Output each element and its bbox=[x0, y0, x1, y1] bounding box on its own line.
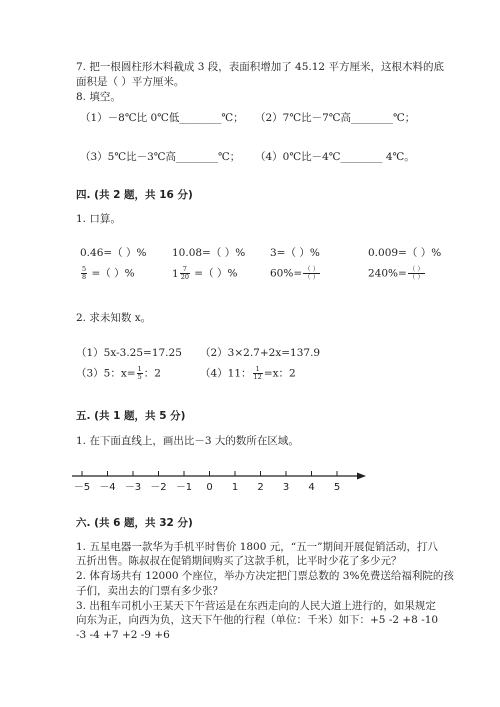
fraction: $\frac{( )}{( )}$ bbox=[408, 265, 424, 281]
fraction: $\frac{1}{12}$ bbox=[253, 365, 262, 381]
word-problem-line: 向东为正，向西为负，这天下午他的行程（单位：千米）如下：+5 -2 +8 -10 bbox=[76, 614, 439, 626]
oral-calc-item: 0.009=（ ）% bbox=[368, 247, 442, 259]
word-problem-line: 3. 出租车司机小王某天下午营运是在东西走向的人民大道上进行的，如果规定 bbox=[76, 600, 436, 612]
section-6-heading: 六. (共 6 题，共 32 分) bbox=[76, 517, 193, 529]
number-line-label: 5 bbox=[333, 482, 341, 493]
oral-calc-item: 3=（ ）% bbox=[270, 247, 320, 259]
number-line-label: 1 bbox=[231, 482, 239, 493]
number-line-question: 1. 在下面直线上，画出比－3 大的数所在区域。 bbox=[76, 435, 299, 447]
word-problem-line: 五折出售。陈叔叔在促销期间购买了这款手机，比平时少花了多少元？ bbox=[76, 555, 402, 567]
number-line-label: 3 bbox=[282, 482, 290, 493]
number-line-label: －1 bbox=[175, 482, 193, 493]
fill-blank-item: （3）5℃比－3℃高________℃； bbox=[80, 151, 241, 163]
oral-calc-item: $\frac{5}{8}$ =（ ）% bbox=[82, 265, 135, 281]
fill-blank-item: （1）－8℃比 0℃低________℃； bbox=[80, 112, 244, 124]
number-line-label: －5 bbox=[73, 482, 91, 493]
oral-calc-item: 10.08=（ ）% bbox=[172, 247, 246, 259]
number-line-label: －3 bbox=[124, 482, 142, 493]
solve-x-title: 2. 求未知数 x。 bbox=[76, 312, 152, 324]
number-line bbox=[70, 468, 370, 498]
word-problem-line: 1. 五星电器一款华为手机平时售价 1800 元，“五一”期间开展促销活动，打八 bbox=[76, 541, 438, 553]
equation: （3）5：x= $\frac{1}{5}$ ：2 bbox=[76, 365, 161, 381]
number-line-label: 0 bbox=[206, 482, 213, 493]
question-8-title: 8. 填空。 bbox=[76, 91, 121, 103]
fill-blank-item: （2）7℃比－7℃高________℃； bbox=[255, 112, 416, 124]
word-problem-line: -3 -4 +7 +2 -9 +6 bbox=[76, 629, 170, 641]
fraction: $\frac{7}{20}$ bbox=[180, 265, 189, 281]
arrow-icon bbox=[357, 473, 366, 480]
number-line-label: －4 bbox=[99, 482, 116, 493]
equation: （4）11： $\frac{1}{12}$ =x：2 bbox=[200, 365, 296, 381]
oral-calc-title: 1. 口算。 bbox=[76, 213, 121, 225]
word-problem-line: 子们，卖出去的门票有多少张？ bbox=[76, 585, 223, 597]
number-line-label: 4 bbox=[308, 482, 315, 493]
oral-calc-item: 0.46=（ ）% bbox=[80, 247, 147, 259]
oral-calc-item: 1 $\frac{7}{20}$ =（ ）% bbox=[172, 265, 238, 281]
section-4-heading: 四. (共 2 题，共 16 分) bbox=[76, 189, 193, 201]
number-line-label: －2 bbox=[150, 482, 167, 493]
question-7-line-1: 7. 把一根圆柱形木料截成 3 段，表面积增加了 45.12 平方厘米，这根木料的底 bbox=[76, 61, 444, 73]
fraction: $\frac{5}{8}$ bbox=[82, 265, 87, 281]
fill-blank-item: （4）0℃比－4℃________ 4℃。 bbox=[255, 151, 415, 163]
fraction: $\frac{( )}{( )}$ bbox=[304, 265, 320, 281]
question-7-line-2: 面积是（ ）平方厘米。 bbox=[76, 76, 185, 88]
equation: （1）5x-3.25=17.25 bbox=[76, 347, 182, 359]
word-problem-line: 2. 体育场共有 12000 个座位，举办方决定把门票总数的 3%免费送给福利院的孩 bbox=[76, 570, 454, 582]
oral-calc-item: 60%= $\frac{( )}{( )}$ bbox=[270, 265, 320, 281]
equation: （2）3×2.7+2x=137.9 bbox=[200, 347, 321, 359]
fraction: $\frac{1}{5}$ bbox=[137, 365, 142, 381]
section-5-heading: 五. (共 1 题，共 5 分) bbox=[76, 410, 186, 422]
number-line-label: 2 bbox=[257, 482, 264, 493]
oral-calc-item: 240%= $\frac{( )}{( )}$ bbox=[368, 265, 424, 281]
